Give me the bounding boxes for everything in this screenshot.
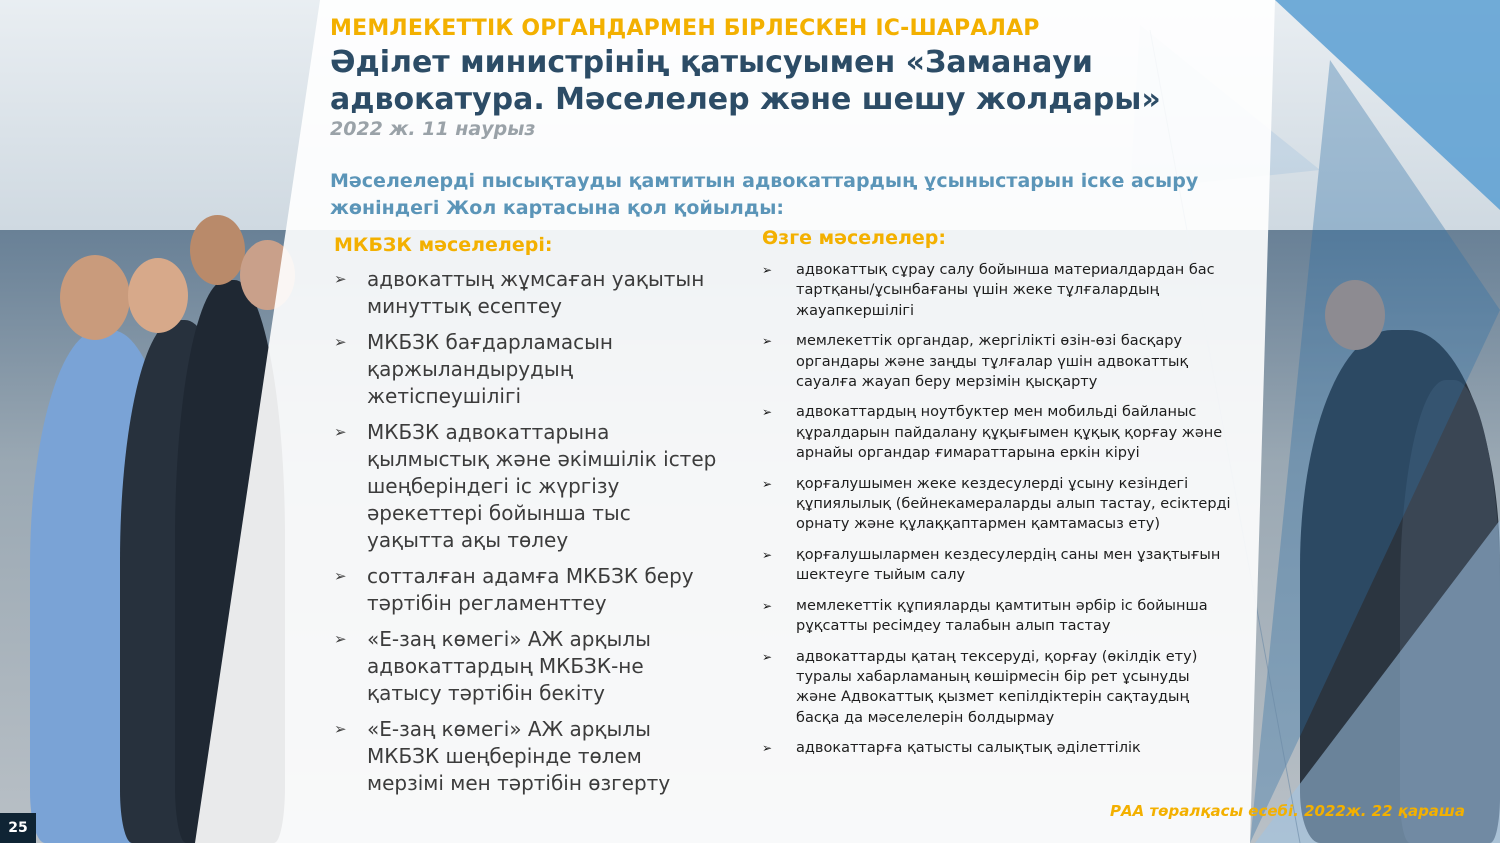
page-number: 25 bbox=[0, 813, 36, 843]
arrow-bullet-icon: ➢ bbox=[762, 476, 773, 491]
arrow-bullet-icon: ➢ bbox=[762, 405, 773, 420]
list-item: ➢ «Е-заң көмегі» АЖ арқылы МКБЗК шеңберінде төлем мерзімі мен тәртібін өзгерту bbox=[334, 717, 671, 795]
arrow-bullet-icon: ➢ bbox=[334, 630, 347, 648]
list-item: ➢ мемлекеттік органдар, жергілікті өзін-өзі басқару органдары және заңды тұлғалар үшін адвокаттық сауалға жауап беру мерзімін қысқарту bbox=[762, 333, 1189, 391]
arrow-bullet-icon: ➢ bbox=[334, 567, 347, 585]
arrow-bullet-icon: ➢ bbox=[762, 334, 773, 349]
list-item: ➢ МКБЗК адвокаттарына қылмыстық және әкімшілік істер шеңберіндегі іс жүргізу әрекеттері бойынша тыс уақытта ақы төлеу bbox=[334, 420, 717, 552]
arrow-bullet-icon: ➢ bbox=[762, 598, 773, 613]
arrow-bullet-icon: ➢ bbox=[334, 423, 347, 441]
right-column-heading: Өзге мәселелер: bbox=[762, 227, 946, 249]
list-item: ➢ адвокаттардың ноутбуктер мен мобильді байланыс құралдарын пайдалану құқығымен құқық қорғау және арнайы органдар ғимараттарына еркін кіруі bbox=[762, 404, 1223, 462]
slide-subtitle: Мәселелерді пысықтауды қамтитын адвокаттардың ұсыныстарын іске асыру жөніндегі Жол картасына қол қойылды: bbox=[330, 170, 1199, 219]
arrow-bullet-icon: ➢ bbox=[762, 649, 773, 664]
right-column-list bbox=[762, 260, 1232, 769]
list-item: ➢ адвокаттық сұрау салу бойынша материалдардан бас тартқаны/ұсынбағаны үшін жеке тұлғалардың жауапкершілігі bbox=[762, 262, 1215, 319]
arrow-bullet-icon: ➢ bbox=[762, 547, 773, 562]
arrow-bullet-icon: ➢ bbox=[334, 333, 347, 351]
list-item: ➢ «Е-заң көмегі» АЖ арқылы адвокаттардың МКБЗК-не қатысу тәртібін бекіту bbox=[334, 627, 651, 705]
slide-title: Әділет министрінің қатысуымен «Заманауи адвокатура. Мәселелер және шешу жолдары» bbox=[330, 45, 1161, 117]
list-item: ➢ қорғалушылармен кездесулердің саны мен ұзақтығын шектеуге тыйым салу bbox=[762, 546, 1221, 584]
slide-category: МЕМЛЕКЕТТІК ОРГАНДАРМЕН БІРЛЕСКЕН ІС-ШАРАЛАР bbox=[330, 16, 1040, 41]
arrow-bullet-icon: ➢ bbox=[762, 741, 773, 756]
slide-date: 2022 ж. 11 наурыз bbox=[330, 118, 536, 140]
left-column-heading: МКБЗК мәселелері: bbox=[334, 234, 553, 256]
list-item: ➢ адвокаттарды қатаң тексеруді, қорғау (өкілдік ету) туралы хабарламаның көшірмесін бір рет ұсынуды және Адвокаттық қызмет кепілдіктерін сақтаудың басқа да мәселелерін болдырмау bbox=[762, 648, 1198, 726]
list-item: ➢ адвокаттың жұмсаған уақытын минуттық есептеу bbox=[334, 267, 705, 318]
arrow-bullet-icon: ➢ bbox=[334, 720, 347, 738]
left-column-list bbox=[334, 266, 724, 806]
list-item: ➢ қорғалушымен жеке кездесулерді ұсыну кезіндегі құпиялылық (бейнекамераларды алып тастау, есіктерді орнату және құлаққаптармен қамтамасыз ету) bbox=[762, 475, 1231, 533]
list-item: ➢ МКБЗК бағдарламасын қаржыландырудың жетіспеушілігі bbox=[334, 330, 613, 408]
arrow-bullet-icon: ➢ bbox=[762, 263, 773, 277]
list-item: ➢ сотталған адамға МКБЗК беру тәртібін регламенттеу bbox=[334, 564, 694, 615]
list-item: ➢ адвокаттарға қатысты салықтық әділеттілік bbox=[762, 738, 1232, 758]
slide-footer: РАА төралқасы есебі. 2022ж. 22 қараша bbox=[1110, 802, 1465, 820]
arrow-bullet-icon: ➢ bbox=[334, 270, 347, 288]
list-item: ➢ мемлекеттік құпияларды қамтитын әрбір іс бойынша рұқсатты ресімдеу талабын алып тастау bbox=[762, 597, 1208, 635]
